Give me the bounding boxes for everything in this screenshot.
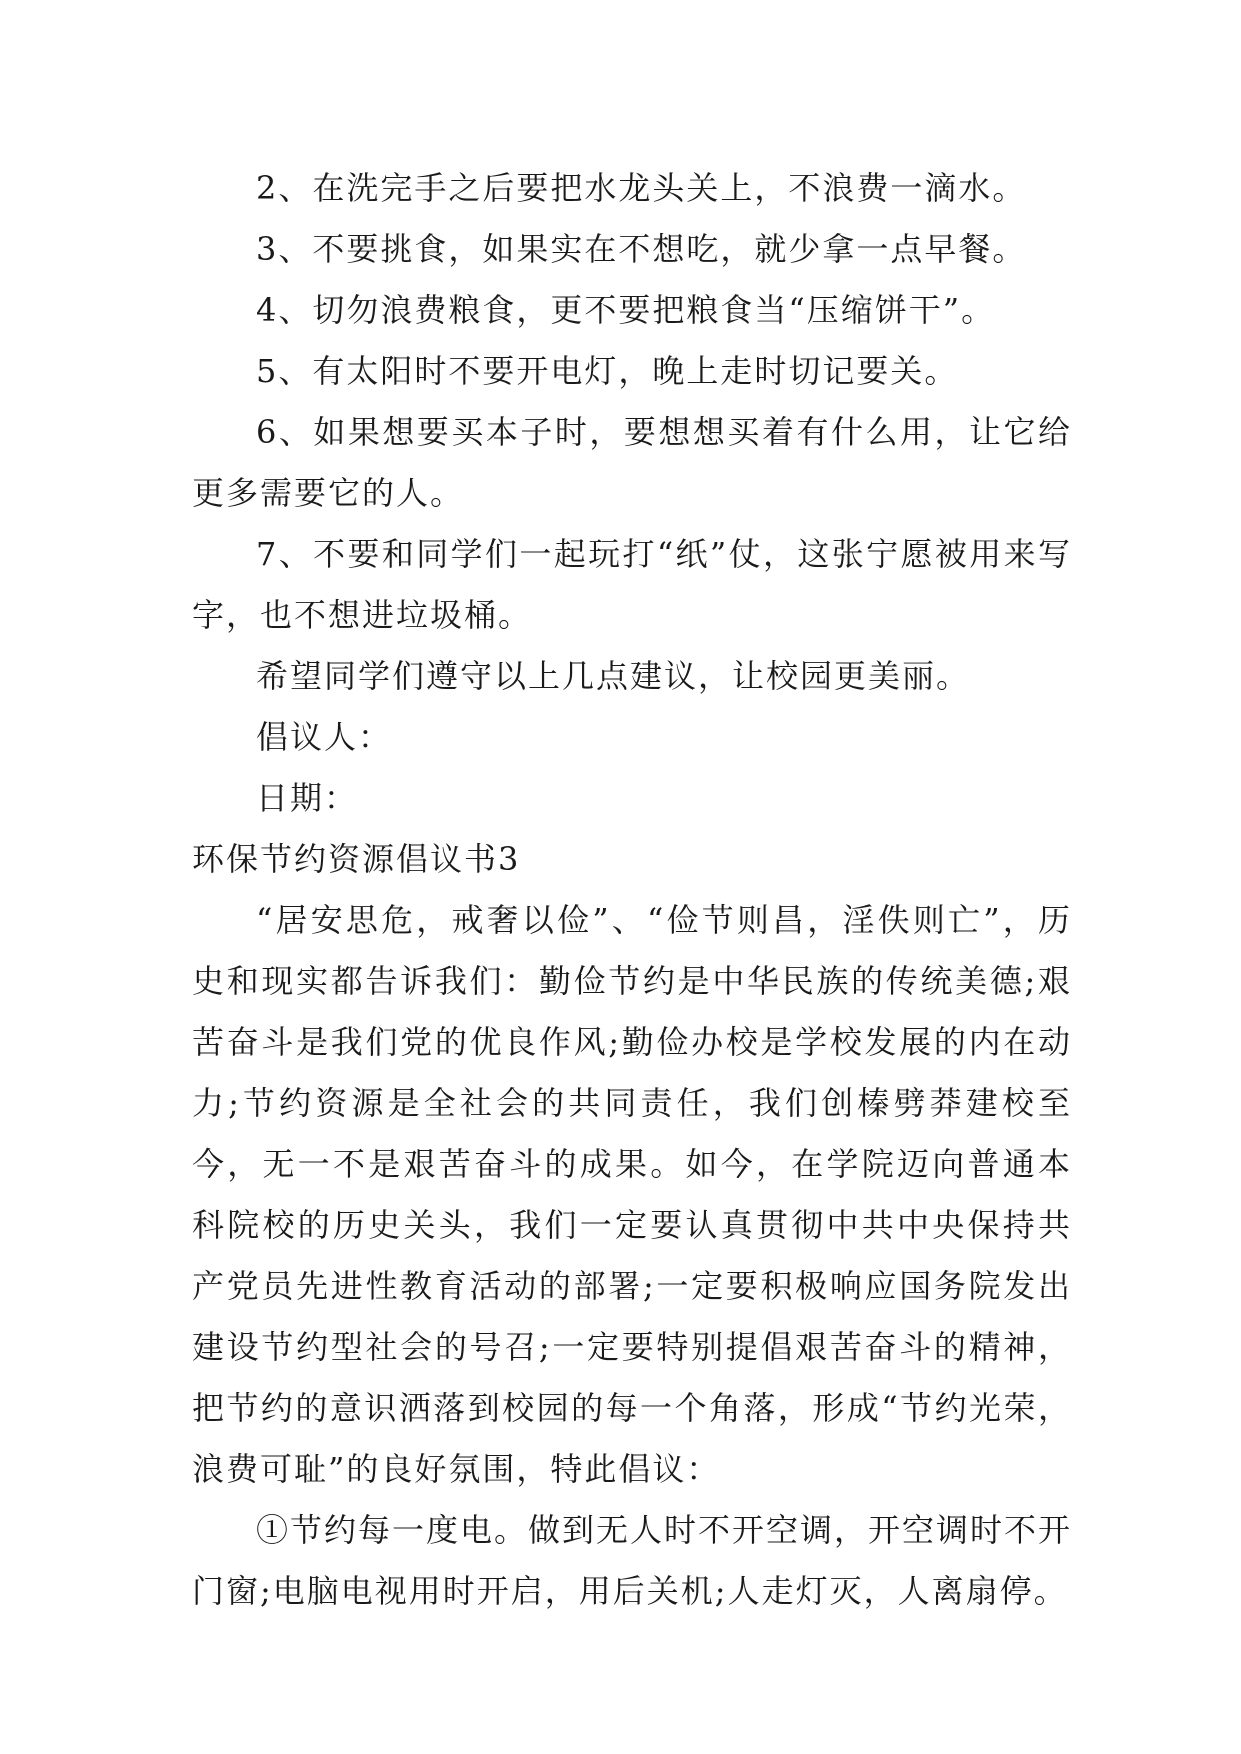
section-title: 环保节约资源倡议书3: [192, 840, 521, 878]
date-line: 日期：: [256, 779, 359, 817]
paragraph-item-5: 5、有太阳时不要开电灯，晚上走时切记要关。: [256, 352, 959, 390]
document-body: [192, 158, 1072, 1622]
paragraph-item-4: 4、切勿浪费粮食，更不要把粮食当“压缩饼干”。: [256, 291, 996, 329]
paragraph-item-2: 2、在洗完手之后要把水龙头关上，不浪费一滴水。: [256, 169, 1027, 207]
closing-wish: 希望同学们遵守以上几点建议，让校园更美丽。: [256, 657, 971, 695]
paragraph-item-3: 3、不要挑食，如果实在不想吃，就少拿一点早餐。: [256, 230, 1027, 268]
proposal-item-1: ①节约每一度电。做到无人时不开空调，开空调时不开门窗;电脑电视用时开启，用后关机;人走灯灭，人离扇停。: [192, 1511, 1073, 1610]
proposer-line: 倡议人：: [256, 718, 393, 756]
paragraph-item-6: 6、如果想要买本子时，要想想买着有什么用，让它给更多需要它的人。: [192, 413, 1072, 512]
paragraph-item-7: 7、不要和同学们一起玩打“纸”仗，这张宁愿被用来写字，也不想进垃圾桶。: [192, 535, 1072, 634]
intro-paragraph: “居安思危，戒奢以俭”、“俭节则昌，淫佚则亡”，历史和现实都告诉我们：勤俭节约是中华民族的传统美德;艰苦奋斗是我们党的优良作风;勤俭办校是学校发展的内在动力;节约资源是全社会的共同责任，我们创榛劈莽建校至今，无一不是艰苦奋斗的成果。如今，在学院迈向普通本科院校的历史关头，我们一定要认真贯彻中共中央保持共产党员先进性教育活动的部署;一定要积极响应国务院发出建设节约型社会的号召;一定要特别提倡艰苦奋斗的精神，把节约的意识洒落到校园的每一个角落，形成“节约光荣，浪费可耻”的良好氛围，特此倡议：: [192, 901, 1072, 1488]
